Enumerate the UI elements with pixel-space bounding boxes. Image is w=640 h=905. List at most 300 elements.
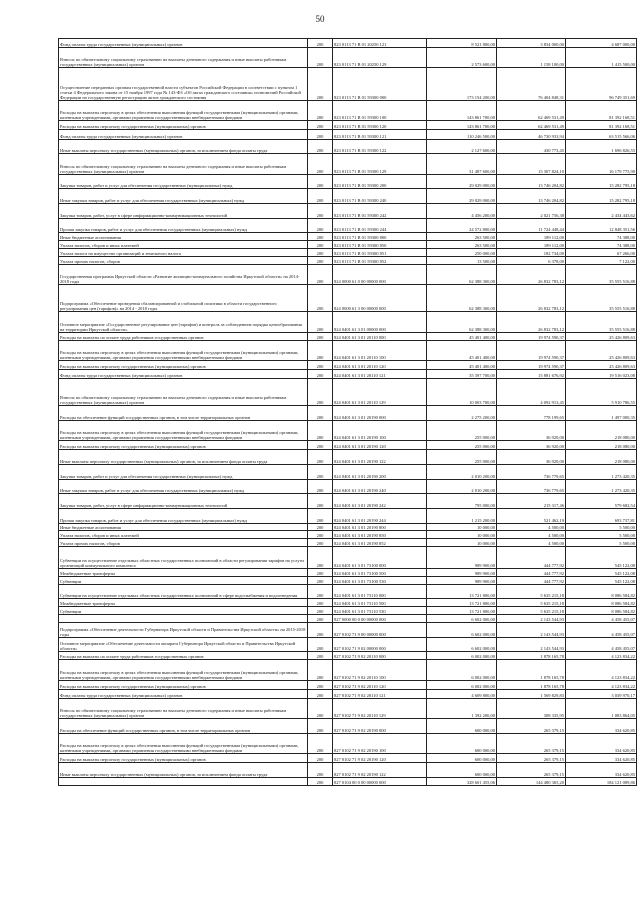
row-executed-amount-cell: 265 379,15 — [497, 718, 566, 733]
row-classification-cell: 824 0401 61 3 01 20110 129 — [333, 378, 427, 405]
table-row — [59, 139, 637, 154]
row-classification-cell: 824 0401 61 3 01 20190 852 — [333, 539, 427, 547]
row-name-cell: Расходы на обеспечение функций государственных органов, в том числе территориальных органов — [59, 718, 308, 733]
row-unexecuted-amount-cell: 81 392 168,51 — [566, 121, 637, 130]
table-row — [59, 607, 637, 615]
table-row — [59, 479, 637, 494]
row-executed-amount-cell: 2 143 544,93 — [497, 637, 566, 652]
row-approved-amount-cell: 263 500,00 — [427, 241, 497, 249]
table-row — [59, 777, 637, 785]
row-unexecuted-amount-cell: 12 848 351,56 — [566, 218, 637, 233]
row-name-cell: Расходы на выплаты персоналу государственных (муниципальных) органов — [59, 680, 308, 689]
row-classification-cell: 824 0401 61 3 01 73110 500 — [333, 599, 427, 607]
row-executed-amount-cell: 46 730 933,94 — [497, 130, 566, 139]
row-approved-amount-cell: 10 003 700,00 — [427, 378, 497, 405]
row-code-cell: 200 — [308, 660, 333, 680]
row-executed-amount-cell: 4 500,00 — [497, 523, 566, 531]
table-row — [59, 531, 637, 539]
row-unexecuted-amount-cell: 334 620,85 — [566, 763, 637, 778]
row-executed-amount-cell: 189 112,00 — [497, 233, 566, 241]
row-classification-cell: 827 0102 71 9 02 20190 100 — [333, 733, 427, 753]
row-executed-amount-cell: 62 469 531,49 — [497, 121, 566, 130]
row-code-cell: 200 — [308, 378, 333, 405]
row-name-cell: Осуществление переданных органам государственной власти субъектов Российской Федерации в соответствии с пунктом 1 статьи 4 Федерального закона от 15 ноября 1997 года № 143-ФЗ «Об актах гражданского состояния» полномочий Российской Федерации на государственную регистрацию актов гражданского состояния — [59, 68, 308, 101]
row-unexecuted-amount-cell: 334 620,85 — [566, 733, 637, 753]
row-unexecuted-amount-cell: 2 434 443,62 — [566, 203, 637, 218]
row-code-cell: 200 — [308, 249, 333, 257]
row-name-cell: Расходы на выплаты по оплате труда работников государственных органов — [59, 652, 308, 660]
row-executed-amount-cell: 215 317,46 — [497, 494, 566, 509]
row-unexecuted-amount-cell: 1 273 420,35 — [566, 479, 637, 494]
row-classification-cell: 824 0000 61 3 00 00000 000 — [333, 285, 427, 312]
table-row — [59, 154, 637, 174]
row-unexecuted-amount-cell: 7 122,00 — [566, 257, 637, 265]
row-name-cell: Взносы по обязательному социальному страхованию на выплаты денежного содержания и иные выплаты работникам государственных (муниципальных) органов — [59, 154, 308, 174]
table-row — [59, 285, 637, 312]
row-name-cell: Расходы на выплаты персоналу в целях обеспечения выполнения функций государственными (муниципальными) органами, казенными учреждениями, органами управления государственными внебюджетными фондами — [59, 420, 308, 440]
row-code-cell: 200 — [308, 479, 333, 494]
row-approved-amount-cell: 110 246 500,00 — [427, 130, 497, 139]
row-executed-amount-cell: 144 480 365,20 — [497, 777, 566, 785]
row-classification-cell: 827 0102 71 9 02 20110 121 — [333, 689, 427, 698]
row-executed-amount-cell: 19 974 590,37 — [497, 340, 566, 360]
table-row — [59, 406, 637, 421]
table-row — [59, 121, 637, 130]
row-code-cell: 200 — [308, 539, 333, 547]
row-name-cell: Иные бюджетные ассигнования — [59, 523, 308, 531]
row-classification-cell: 823 0113 71 В 01 59300 129 — [333, 154, 427, 174]
table-row — [59, 599, 637, 607]
row-executed-amount-cell: 4 500,00 — [497, 539, 566, 547]
row-approved-amount-cell: 10 000,00 — [427, 539, 497, 547]
row-code-cell: 200 — [308, 360, 333, 369]
row-classification-cell: 827 0104 00 0 00 00000 000 — [333, 777, 427, 785]
row-unexecuted-amount-cell: 5 500,00 — [566, 531, 637, 539]
row-unexecuted-amount-cell: 1 415 500,00 — [566, 48, 637, 68]
row-classification-cell: 827 0102 71 9 00 00000 000 — [333, 622, 427, 637]
row-name-cell: Расходы на обеспечение функций государственных органов, в том числе территориальных органов — [59, 406, 308, 421]
row-approved-amount-cell: 29 029 000,00 — [427, 174, 497, 189]
row-executed-amount-cell: 26 832 783,12 — [497, 312, 566, 332]
row-classification-cell: 824 0000 61 0 00 00000 000 — [333, 264, 427, 284]
row-code-cell: 200 — [308, 174, 333, 189]
row-unexecuted-amount-cell: 19 516 023,08 — [566, 369, 637, 378]
table-row — [59, 249, 637, 257]
row-executed-amount-cell: 430 773,45 — [497, 139, 566, 154]
row-approved-amount-cell: 29 029 000,00 — [427, 189, 497, 204]
row-approved-amount-cell: 989 900,00 — [427, 576, 497, 584]
row-unexecuted-amount-cell: 3 039 970,17 — [566, 689, 637, 698]
row-classification-cell: 824 0401 61 3 01 20190 200 — [333, 464, 427, 479]
row-name-cell: Фонд оплаты труда государственных (муниципальных) органов — [59, 39, 308, 48]
table-row — [59, 508, 637, 523]
row-code-cell: 200 — [308, 121, 333, 130]
row-code-cell: 200 — [308, 733, 333, 753]
row-unexecuted-amount-cell: 81 392 168,51 — [566, 101, 637, 121]
row-classification-cell: 823 0113 71 В 01 59300 852 — [333, 257, 427, 265]
row-executed-amount-cell: 76 404 848,31 — [497, 68, 566, 101]
row-name-cell: Расходы на выплаты персоналу государственных (муниципальных) органов — [59, 121, 308, 130]
row-code-cell: 200 — [308, 68, 333, 101]
row-unexecuted-amount-cell: 4 458 455,07 — [566, 622, 637, 637]
row-name-cell: Основное мероприятие «Обеспечение деятельности аппарата Губернатора Иркутской области и Правительства Иркутской области» — [59, 637, 308, 652]
row-unexecuted-amount-cell: 545 122,08 — [566, 576, 637, 584]
row-executed-amount-cell: 308 335,95 — [497, 698, 566, 718]
row-name-cell: Уплата налогов, сборов и иных платежей — [59, 531, 308, 539]
row-name-cell: Прочая закупка товаров, работ и услуг для обеспечения государственных (муниципальных) нужд — [59, 218, 308, 233]
row-unexecuted-amount-cell: 25 426 809,63 — [566, 360, 637, 369]
table-row — [59, 450, 637, 465]
row-classification-cell: 824 0401 61 3 01 20110 000 — [333, 332, 427, 340]
row-name-cell: Расходы на выплаты персоналу в целях обеспечения выполнения функций государственными (муниципальными) органами, казенными учреждениями, органами управления государственными внебюджетными фондами — [59, 340, 308, 360]
row-approved-amount-cell: 6 002 000,00 — [427, 660, 497, 680]
row-name-cell: Субвенции на осуществление отдельных областных государственных полномочий в области регулирования тарифов на услуги организаций коммунального комплекса — [59, 547, 308, 568]
row-unexecuted-amount-cell: 8 086 584,82 — [566, 607, 637, 615]
row-approved-amount-cell: 263 500,00 — [427, 233, 497, 241]
row-unexecuted-amount-cell: 334 620,85 — [566, 753, 637, 762]
row-name-cell: Закупка товаров, работ и услуг для обеспечения государственных (муниципальных) нужд — [59, 464, 308, 479]
row-approved-amount-cell: 13 721 800,00 — [427, 607, 497, 615]
row-code-cell: 200 — [308, 547, 333, 568]
row-classification-cell: 824 0401 61 3 01 73110 000 — [333, 584, 427, 599]
row-executed-amount-cell: 5 635 215,18 — [497, 599, 566, 607]
row-unexecuted-amount-cell: 334 620,85 — [566, 718, 637, 733]
row-unexecuted-amount-cell: 4 123 834,22 — [566, 680, 637, 689]
row-executed-amount-cell: 19 974 590,37 — [497, 360, 566, 369]
row-approved-amount-cell: 328 601 455,06 — [427, 777, 497, 785]
table-row — [59, 189, 637, 204]
table-row — [59, 568, 637, 576]
row-code-cell: 200 — [308, 48, 333, 68]
table-row — [59, 332, 637, 340]
row-classification-cell: 823 0113 71 В 01 59300 242 — [333, 203, 427, 218]
row-executed-amount-cell: 444 777,92 — [497, 547, 566, 568]
row-classification-cell: 823 0113 71 В 01 59300 800 — [333, 233, 427, 241]
row-code-cell: 200 — [308, 257, 333, 265]
row-name-cell: Подпрограмма «Обеспечение деятельности Губернатора Иркутской области и Правительства Иркутской области» на 2015-2018 годы — [59, 622, 308, 637]
row-name-cell: Расходы на выплаты персоналу в целях обеспечения выполнения функций государственными (муниципальными) органами, казенными учреждениями, органами управления государственными внебюджетными фондами — [59, 660, 308, 680]
row-unexecuted-amount-cell: 5 500,00 — [566, 523, 637, 531]
row-approved-amount-cell: 13 500,00 — [427, 257, 497, 265]
row-unexecuted-amount-cell: 25 426 809,63 — [566, 340, 637, 360]
row-executed-amount-cell: 2 021 756,38 — [497, 203, 566, 218]
row-executed-amount-cell: 1 878 165,78 — [497, 680, 566, 689]
table-row — [59, 340, 637, 360]
row-name-cell: Расходы на выплаты персоналу в целях обеспечения выполнения функций государственными (муниципальными) органами, казенными учреждениями, органами управления государственными внебюджетными фондами — [59, 101, 308, 121]
row-approved-amount-cell: 10 000,00 — [427, 531, 497, 539]
row-executed-amount-cell: 2 143 544,93 — [497, 615, 566, 623]
row-name-cell: Закупка товаров, работ и услуг для обеспечения государственных (муниципальных) нужд — [59, 174, 308, 189]
row-unexecuted-amount-cell: 63 515 566,06 — [566, 130, 637, 139]
row-executed-amount-cell: 62 469 531,49 — [497, 101, 566, 121]
table-row — [59, 203, 637, 218]
table-row — [59, 464, 637, 479]
row-approved-amount-cell: 173 154 200,00 — [427, 68, 497, 101]
row-name-cell: Уплата налога на имущество организаций и земельного налога — [59, 249, 308, 257]
row-executed-amount-cell: 13 746 204,82 — [497, 189, 566, 204]
row-code-cell: 200 — [308, 718, 333, 733]
row-code-cell: 200 — [308, 154, 333, 174]
row-approved-amount-cell: 13 721 800,00 — [427, 599, 497, 607]
row-approved-amount-cell: 1 215 200,00 — [427, 508, 497, 523]
row-executed-amount-cell: 1 878 165,78 — [497, 652, 566, 660]
row-name-cell: Взносы по обязательному социальному страхованию на выплаты денежного содержания и иные выплаты работникам государственных (муниципальных) органов — [59, 698, 308, 718]
row-approved-amount-cell: 143 861 700,00 — [427, 101, 497, 121]
row-name-cell: Иные бюджетные ассигнования — [59, 233, 308, 241]
row-unexecuted-amount-cell: 96 749 351,69 — [566, 68, 637, 101]
row-code-cell: 200 — [308, 233, 333, 241]
row-name-cell: Иные выплаты персоналу государственных (муниципальных) органов, за исключением фонда оплаты труда — [59, 763, 308, 778]
row-name-cell: Расходы на выплаты персоналу государственных (муниципальных) органов — [59, 441, 308, 450]
row-name-cell: Взносы по обязательному социальному страхованию на выплаты денежного содержания и иные выплаты работникам государственных (муниципальных) органов — [59, 378, 308, 405]
row-unexecuted-amount-cell: 8 086 584,82 — [566, 599, 637, 607]
row-executed-amount-cell: 4 092 913,45 — [497, 378, 566, 405]
row-code-cell: 200 — [308, 568, 333, 576]
row-executed-amount-cell: 36 920,00 — [497, 441, 566, 450]
table-row — [59, 494, 637, 509]
row-approved-amount-cell: 24 572 800,00 — [427, 218, 497, 233]
table-row — [59, 615, 637, 623]
row-unexecuted-amount-cell: 1 083 864,05 — [566, 698, 637, 718]
row-executed-amount-cell: 15 881 676,92 — [497, 369, 566, 378]
row-executed-amount-cell: 15 307 824,10 — [497, 154, 566, 174]
row-classification-cell: 823 0113 71 В 01 20250 121 — [333, 39, 427, 48]
row-name-cell: Межбюджетные трансферты — [59, 568, 308, 576]
row-classification-cell: 823 0113 71 В 01 59300 122 — [333, 139, 427, 154]
row-approved-amount-cell: 600 000,00 — [427, 763, 497, 778]
row-unexecuted-amount-cell: 25 426 809,63 — [566, 332, 637, 340]
row-unexecuted-amount-cell: 218 080,00 — [566, 441, 637, 450]
row-classification-cell: 824 0401 61 3 01 20190 000 — [333, 406, 427, 421]
row-unexecuted-amount-cell: 4 458 455,07 — [566, 615, 637, 623]
row-name-cell: Фонд оплаты труда государственных (муниципальных) органов — [59, 130, 308, 139]
table-row — [59, 68, 637, 101]
row-code-cell: 200 — [308, 622, 333, 637]
row-approved-amount-cell: 4 456 200,00 — [427, 203, 497, 218]
page-number: 50 — [315, 14, 325, 24]
row-code-cell: 200 — [308, 777, 333, 785]
row-code-cell: 200 — [308, 203, 333, 218]
row-approved-amount-cell: 255 000,00 — [427, 450, 497, 465]
row-name-cell: Иные закупки товаров, работ и услуг для обеспечения государственных (муниципальных) нужд — [59, 479, 308, 494]
row-classification-cell: 823 0113 71 В 01 59300 244 — [333, 218, 427, 233]
row-executed-amount-cell: 736 779,65 — [497, 464, 566, 479]
row-unexecuted-amount-cell: 218 080,00 — [566, 450, 637, 465]
row-classification-cell: 827 0102 71 9 02 20110 129 — [333, 698, 427, 718]
row-code-cell: 200 — [308, 285, 333, 312]
row-unexecuted-amount-cell: 67 266,00 — [566, 249, 637, 257]
budget-execution-table — [58, 38, 637, 786]
row-executed-amount-cell: 1 569 829,83 — [497, 689, 566, 698]
row-code-cell: 200 — [308, 599, 333, 607]
table-row — [59, 241, 637, 249]
row-executed-amount-cell: 13 746 204,82 — [497, 174, 566, 189]
row-name-cell: Взносы по обязательному социальному страхованию на выплаты денежного содержания и иные выплаты работникам государственных (муниципальных) органов — [59, 48, 308, 68]
row-code-cell: 200 — [308, 607, 333, 615]
row-approved-amount-cell: 62 388 300,00 — [427, 285, 497, 312]
table-row — [59, 652, 637, 660]
row-classification-cell: 824 0401 61 3 01 20190 244 — [333, 508, 427, 523]
row-unexecuted-amount-cell: 545 122,08 — [566, 547, 637, 568]
row-approved-amount-cell: 989 900,00 — [427, 568, 497, 576]
row-approved-amount-cell: 250 000,00 — [427, 249, 497, 257]
row-classification-cell: 824 0401 61 3 01 20190 100 — [333, 420, 427, 440]
row-code-cell: 200 — [308, 130, 333, 139]
table-row — [59, 312, 637, 332]
row-name-cell: Иные выплаты персоналу государственных (муниципальных) органов, за исключением фонда оплаты труда — [59, 450, 308, 465]
row-executed-amount-cell: 36 920,00 — [497, 450, 566, 465]
row-classification-cell: 824 0401 61 3 01 20190 850 — [333, 531, 427, 539]
row-unexecuted-amount-cell: 4 687 000,00 — [566, 39, 637, 48]
table-row — [59, 48, 637, 68]
row-name-cell: Расходы на выплаты персоналу государственных (муниципальных) органов — [59, 753, 308, 762]
row-approved-amount-cell: 2 010 200,00 — [427, 464, 497, 479]
row-code-cell: 200 — [308, 101, 333, 121]
row-name-cell: Фонд оплаты труда государственных (муниципальных) органов — [59, 689, 308, 698]
row-unexecuted-amount-cell: 74 388,00 — [566, 233, 637, 241]
row-unexecuted-amount-cell: 5 500,00 — [566, 539, 637, 547]
row-unexecuted-amount-cell: 16 179 775,90 — [566, 154, 637, 174]
row-name-cell: Субвенции — [59, 607, 308, 615]
row-unexecuted-amount-cell: 693 737,81 — [566, 508, 637, 523]
row-approved-amount-cell: 600 000,00 — [427, 753, 497, 762]
row-classification-cell: 824 0401 61 3 01 20190 120 — [333, 441, 427, 450]
row-approved-amount-cell: 1 392 200,00 — [427, 698, 497, 718]
table-row — [59, 101, 637, 121]
row-executed-amount-cell: 5 635 215,18 — [497, 607, 566, 615]
row-executed-amount-cell: 521 462,19 — [497, 508, 566, 523]
row-classification-cell: 827 0102 71 9 02 20190 000 — [333, 718, 427, 733]
row-code-cell: 200 — [308, 241, 333, 249]
row-approved-amount-cell: 143 861 700,00 — [427, 121, 497, 130]
table-row — [59, 637, 637, 652]
row-classification-cell: 823 0113 71 В 01 59300 851 — [333, 249, 427, 257]
row-unexecuted-amount-cell: 4 123 834,22 — [566, 660, 637, 680]
row-classification-cell: 827 0102 71 9 02 20190 122 — [333, 763, 427, 778]
row-executed-amount-cell: 265 379,15 — [497, 763, 566, 778]
row-code-cell: 200 — [308, 637, 333, 652]
row-code-cell: 200 — [308, 420, 333, 440]
row-code-cell: 200 — [308, 189, 333, 204]
table-row — [59, 763, 637, 778]
row-executed-amount-cell: 36 920,00 — [497, 420, 566, 440]
table-row — [59, 378, 637, 405]
row-code-cell: 200 — [308, 450, 333, 465]
row-unexecuted-amount-cell: 15 282 795,18 — [566, 174, 637, 189]
table-row — [59, 539, 637, 547]
table-row — [59, 130, 637, 139]
row-code-cell: 200 — [308, 264, 333, 284]
row-classification-cell: 824 0401 61 3 01 73100 500 — [333, 568, 427, 576]
row-approved-amount-cell: 13 721 800,00 — [427, 584, 497, 599]
row-approved-amount-cell: 255 000,00 — [427, 441, 497, 450]
row-classification-cell: 824 0401 61 3 01 20110 100 — [333, 340, 427, 360]
row-classification-cell: 827 0102 71 9 02 20110 100 — [333, 660, 427, 680]
row-classification-cell: 824 0401 61 3 01 20190 240 — [333, 479, 427, 494]
row-classification-cell: 823 0113 71 В 01 59300 100 — [333, 101, 427, 121]
row-approved-amount-cell: 35 397 700,00 — [427, 369, 497, 378]
row-approved-amount-cell: 62 388 300,00 — [427, 312, 497, 332]
row-name-cell: Государственная программа Иркутской области «Развитие жилищно-коммунального хозяйства Иркутской области» на 2014-2018 годы — [59, 264, 308, 284]
row-name-cell: Расходы на выплаты персоналу государственных (муниципальных) органов — [59, 360, 308, 369]
row-code-cell: 200 — [308, 494, 333, 509]
table-row — [59, 441, 637, 450]
table-row — [59, 689, 637, 698]
row-approved-amount-cell: 795 000,00 — [427, 494, 497, 509]
row-executed-amount-cell: 1 878 165,78 — [497, 660, 566, 680]
row-unexecuted-amount-cell: 545 122,08 — [566, 568, 637, 576]
row-classification-cell: 823 0113 71 В 01 59300 240 — [333, 189, 427, 204]
row-classification-cell: 824 0401 61 3 01 00000 000 — [333, 312, 427, 332]
row-code-cell: 200 — [308, 680, 333, 689]
row-approved-amount-cell: 31 487 600,00 — [427, 154, 497, 174]
row-approved-amount-cell: 989 900,00 — [427, 547, 497, 568]
row-name-cell: Субвенции — [59, 576, 308, 584]
table-row — [59, 369, 637, 378]
row-executed-amount-cell: 1 158 100,00 — [497, 48, 566, 68]
row-approved-amount-cell: 2 010 200,00 — [427, 479, 497, 494]
row-name-cell: Уплата прочих налогов, сборов — [59, 539, 308, 547]
row-executed-amount-cell: 26 832 783,12 — [497, 264, 566, 284]
row-code-cell: 200 — [308, 464, 333, 479]
row-executed-amount-cell: 189 112,00 — [497, 241, 566, 249]
table-row — [59, 264, 637, 284]
row-code-cell: 200 — [308, 508, 333, 523]
table-row — [59, 733, 637, 753]
row-code-cell: 200 — [308, 689, 333, 698]
table-row — [59, 576, 637, 584]
row-classification-cell: 824 0401 61 3 01 20110 120 — [333, 360, 427, 369]
row-approved-amount-cell: 8 521 800,00 — [427, 39, 497, 48]
row-approved-amount-cell: 6 002 000,00 — [427, 652, 497, 660]
row-classification-cell: 824 0401 61 3 01 20110 121 — [333, 369, 427, 378]
row-classification-cell: 824 0401 61 3 01 73100 530 — [333, 576, 427, 584]
row-code-cell: 200 — [308, 39, 333, 48]
row-classification-cell: 823 0113 71 В 01 59300 200 — [333, 174, 427, 189]
row-classification-cell: 823 0113 71 В 01 20250 129 — [333, 48, 427, 68]
row-code-cell: 200 — [308, 523, 333, 531]
row-approved-amount-cell: 62 388 300,00 — [427, 264, 497, 284]
row-code-cell: 200 — [308, 698, 333, 718]
row-name-cell — [59, 615, 308, 623]
row-name-cell: Межбюджетные трансферты — [59, 599, 308, 607]
row-executed-amount-cell: 736 779,65 — [497, 479, 566, 494]
table-row — [59, 218, 637, 233]
row-unexecuted-amount-cell: 218 080,00 — [566, 420, 637, 440]
row-classification-cell: 827 0102 71 9 02 20110 120 — [333, 680, 427, 689]
table-row — [59, 584, 637, 599]
row-code-cell: 200 — [308, 763, 333, 778]
row-executed-amount-cell: 182 734,00 — [497, 249, 566, 257]
table-body — [59, 39, 637, 786]
table-row — [59, 698, 637, 718]
row-code-cell: 200 — [308, 139, 333, 154]
row-code-cell: 200 — [308, 441, 333, 450]
row-executed-amount-cell: 4 500,00 — [497, 531, 566, 539]
row-classification-cell: 823 0113 71 В 01 59300 120 — [333, 121, 427, 130]
row-unexecuted-amount-cell: 15 282 795,18 — [566, 189, 637, 204]
row-approved-amount-cell: 45 401 400,00 — [427, 340, 497, 360]
row-classification-cell: 824 0401 61 3 01 20190 242 — [333, 494, 427, 509]
table-row — [59, 660, 637, 680]
row-code-cell: 200 — [308, 584, 333, 599]
row-code-cell: 200 — [308, 369, 333, 378]
row-unexecuted-amount-cell: 8 086 584,82 — [566, 584, 637, 599]
table-row — [59, 718, 637, 733]
row-classification-cell: 827 0102 71 9 02 00000 000 — [333, 637, 427, 652]
row-unexecuted-amount-cell: 4 458 455,07 — [566, 637, 637, 652]
row-code-cell: 200 — [308, 312, 333, 332]
